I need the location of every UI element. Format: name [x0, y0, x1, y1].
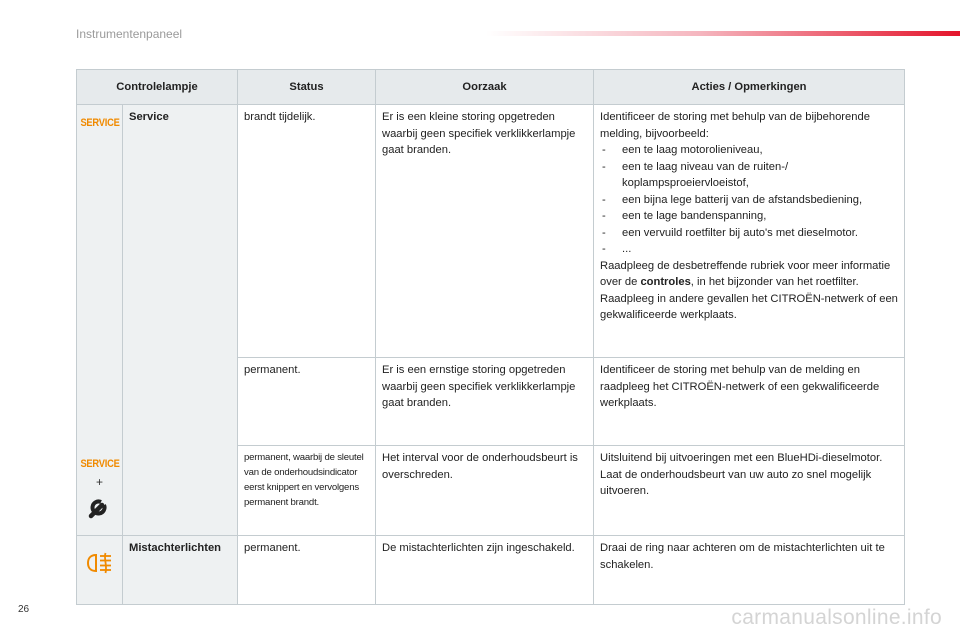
- table-header-row: [77, 70, 905, 105]
- status-cell: brandt tijdelijk.: [238, 105, 376, 358]
- actions-more-text: Raadpleeg de desbetreffende rubriek voor meer informatie over de: [600, 259, 891, 288]
- actions-list: [600, 142, 899, 258]
- watermark: carmanualsonline.info: [731, 606, 942, 629]
- fog-name: Mistachterlichten: [123, 536, 238, 605]
- list-item: - een vervuild roetfilter bij auto's met dieselmotor.: [600, 225, 899, 242]
- list-item: - een te laag motorolieniveau,: [600, 142, 899, 159]
- table-row: [77, 536, 905, 605]
- section-title: Instrumentenpaneel: [76, 27, 183, 41]
- plus-sign: +: [95, 475, 103, 489]
- column-header-controlelampje: Controlelampje: [77, 70, 238, 105]
- service-icon-cell: [77, 105, 123, 446]
- status-cell: permanent, waarbij de sleutel van de onderhoudsindicator eerst knippert en vervolgens permanent brandt.: [238, 446, 376, 536]
- table-row: [77, 105, 905, 358]
- page-number: 26: [18, 604, 30, 615]
- rear-fog-light-icon: [85, 550, 115, 576]
- actions-cell: Identificeer de storing met behulp van de melding en raadpleeg het CITROËN-netwerk of een gekwalificeerde werkplaats.: [594, 358, 905, 446]
- service-name: Service: [123, 105, 238, 536]
- status-cell: permanent.: [238, 358, 376, 446]
- column-header-status: Status: [238, 70, 376, 105]
- column-header-oorzaak: Oorzaak: [376, 70, 594, 105]
- actions-more-text-end: , in het bijzonder van het roetfilter.: [690, 276, 859, 288]
- fog-icon-cell: [77, 536, 123, 605]
- actions-more-network: Raadpleeg in andere gevallen het CITROËN-netwerk of een gekwalificeerde werkplaats.: [600, 292, 898, 321]
- actions-intro: Identificeer de storing met behulp van de bijbehorende melding, bijvoorbeeld:: [600, 111, 870, 140]
- list-item: - een te laag niveau van de ruiten-/ koplampsproeiervloeistof,: [600, 159, 899, 192]
- actions-cell: Draai de ring naar achteren om de mistachterlichten uit te schakelen.: [594, 536, 905, 605]
- list-item: - ...: [600, 241, 899, 258]
- header-accent-line: [486, 31, 960, 36]
- actions-cell: Uitsluitend bij uitvoeringen met een BlueHDi-dieselmotor. Laat de onderhoudsbeurt van uw auto zo snel mogelijk uitvoeren.: [594, 446, 905, 536]
- column-header-acties: Acties / Opmerkingen: [594, 70, 905, 105]
- service-wrench-icon-cell: [77, 446, 123, 536]
- cause-cell: Het interval voor de onderhoudsbeurt is overschreden.: [376, 446, 594, 536]
- cause-cell: Er is een ernstige storing opgetreden waarbij geen specifiek verklikkerlampje gaat branden.: [376, 358, 594, 446]
- status-cell: permanent.: [238, 536, 376, 605]
- actions-cell: [594, 105, 905, 358]
- warning-lights-table: [76, 69, 905, 605]
- actions-more: [600, 258, 899, 291]
- cause-cell: De mistachterlichten zijn ingeschakeld.: [376, 536, 594, 605]
- cause-cell: Er is een kleine storing opgetreden waarbij geen specifiek verklikkerlampje gaat branden.: [376, 105, 594, 358]
- service-icon: SERVICE: [80, 457, 120, 470]
- service-icon: SERVICE: [80, 117, 120, 129]
- list-item: - een bijna lege batterij van de afstandsbediening,: [600, 192, 899, 209]
- actions-more-bold: controles: [640, 276, 691, 288]
- wrench-icon: [87, 493, 113, 519]
- list-item: - een te lage bandenspanning,: [600, 208, 899, 225]
